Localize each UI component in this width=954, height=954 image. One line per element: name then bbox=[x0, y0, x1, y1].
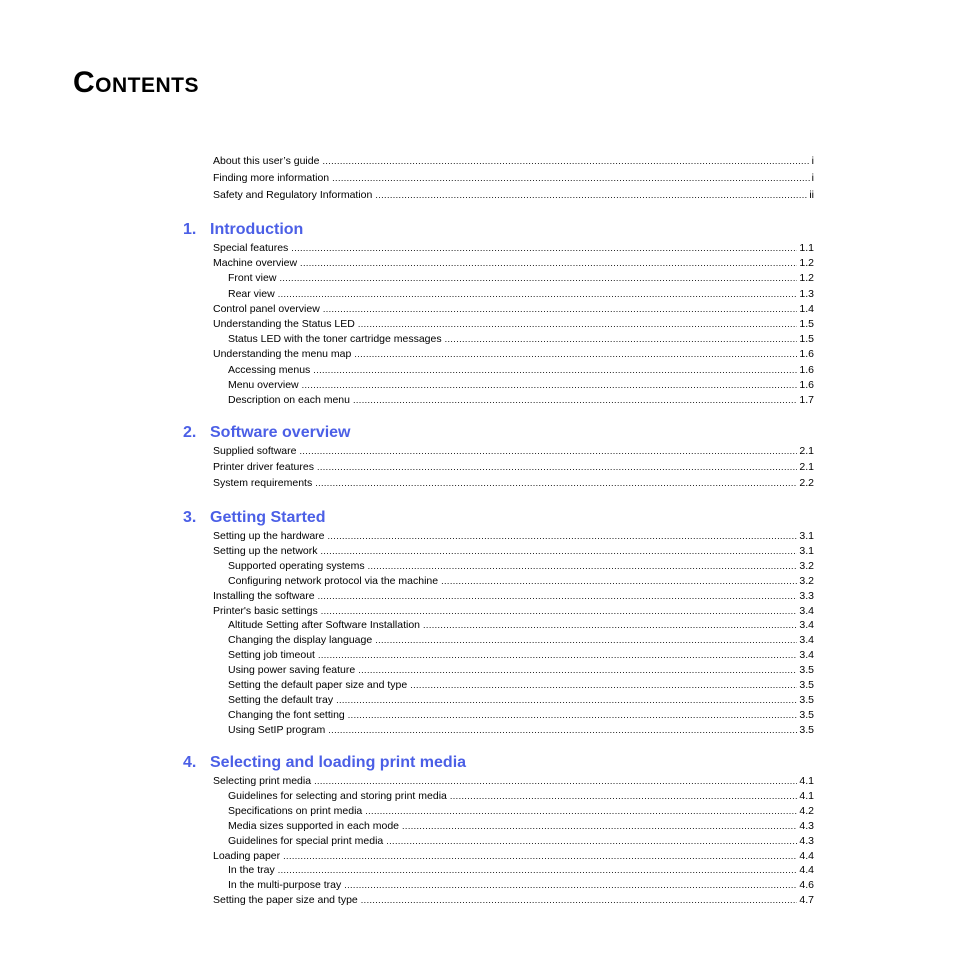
dot-leader bbox=[386, 835, 797, 848]
toc-entry-label: Status LED with the toner cartridge messages bbox=[228, 333, 442, 346]
toc-entry-label: Guidelines for selecting and storing print media bbox=[228, 789, 447, 802]
toc-entry-label: Installing the software bbox=[213, 589, 315, 602]
toc-entry-label: Specifications on print media bbox=[228, 804, 363, 817]
toc-entry-label: Printer driver features bbox=[213, 461, 314, 473]
dot-leader bbox=[348, 709, 798, 722]
toc-entry-label: Menu overview bbox=[228, 378, 299, 391]
toc-entry-label: System requirements bbox=[213, 477, 313, 489]
toc-entry[interactable] bbox=[228, 272, 814, 285]
chapter-title: Selecting and loading print media bbox=[210, 754, 467, 771]
toc-entry-page-number: 3.5 bbox=[799, 664, 814, 677]
dot-leader bbox=[299, 445, 797, 458]
toc-entry-label: Setting job timeout bbox=[228, 649, 315, 662]
toc-entry-page-number: 1.7 bbox=[799, 394, 814, 406]
toc-entry-label: Special features bbox=[213, 242, 289, 254]
toc-entry-page-number: 3.4 bbox=[799, 634, 814, 647]
toc-entry-label: In the multi-purpose tray bbox=[228, 879, 342, 892]
toc-entry-page-number: 3.5 bbox=[799, 708, 814, 721]
toc-entry[interactable] bbox=[228, 364, 814, 377]
chapter-heading[interactable] bbox=[183, 509, 326, 527]
dot-leader bbox=[314, 775, 797, 788]
toc-entry[interactable] bbox=[228, 835, 814, 848]
dot-leader bbox=[353, 394, 797, 407]
dot-leader bbox=[313, 364, 797, 377]
dot-leader bbox=[317, 461, 797, 474]
toc-entry-label: Selecting print media bbox=[213, 775, 312, 787]
toc-entry[interactable] bbox=[228, 288, 814, 301]
toc-entry-label: Media sizes supported in each mode bbox=[228, 819, 400, 832]
toc-entry-label: About this user’s guide bbox=[213, 155, 320, 167]
toc-entry-page-number: 3.5 bbox=[799, 679, 814, 691]
dot-leader bbox=[278, 288, 798, 301]
dot-leader bbox=[365, 805, 797, 818]
toc-entry-page-number: 4.4 bbox=[799, 864, 814, 877]
toc-entry-label: Control panel overview bbox=[213, 302, 320, 315]
toc-entry-label: Setting the default paper size and type bbox=[228, 679, 408, 691]
chapter-number: 1. bbox=[183, 221, 197, 238]
toc-entry-label: Supported operating systems bbox=[228, 559, 365, 572]
toc-entry-page-number: 4.6 bbox=[799, 879, 814, 892]
toc-entry[interactable] bbox=[213, 545, 814, 558]
dot-leader bbox=[318, 590, 798, 603]
toc-entry-page-number: 3.1 bbox=[799, 530, 814, 542]
dot-leader bbox=[441, 575, 797, 588]
chapter-title: Software overview bbox=[210, 424, 351, 441]
toc-entry-page-number: 3.3 bbox=[799, 589, 814, 602]
toc-entry-page-number: 2.1 bbox=[799, 461, 814, 473]
toc-entry-page-number: i bbox=[811, 172, 814, 184]
toc-entry[interactable] bbox=[228, 664, 814, 677]
toc-entry-page-number: 3.5 bbox=[799, 723, 814, 736]
toc-entry[interactable] bbox=[228, 724, 814, 737]
toc-entry-page-number: 1.1 bbox=[799, 242, 814, 254]
toc-entry[interactable] bbox=[213, 155, 814, 168]
toc-entry-page-number: 3.5 bbox=[799, 693, 814, 706]
toc-entry[interactable] bbox=[213, 172, 814, 185]
toc-entry[interactable] bbox=[213, 530, 814, 543]
toc-entry[interactable] bbox=[213, 257, 814, 270]
toc-entry-page-number: 3.4 bbox=[799, 619, 814, 632]
toc-entry[interactable] bbox=[228, 560, 814, 573]
page-title: Contents bbox=[73, 66, 199, 99]
toc-entry-label: Rear view bbox=[228, 287, 275, 300]
dot-leader bbox=[358, 318, 798, 331]
toc-entry[interactable] bbox=[213, 348, 814, 361]
toc-entry[interactable] bbox=[213, 445, 814, 458]
dot-leader bbox=[278, 864, 798, 877]
toc-entry[interactable] bbox=[228, 379, 814, 392]
toc-entry-label: Loading paper bbox=[213, 849, 281, 862]
toc-entry[interactable] bbox=[228, 575, 814, 588]
dot-leader bbox=[450, 790, 798, 803]
toc-entry-page-number: 1.6 bbox=[799, 348, 814, 361]
toc-entry-page-number: 2.1 bbox=[799, 445, 814, 457]
toc-entry-label: Description on each menu bbox=[228, 394, 350, 406]
dot-leader bbox=[358, 664, 797, 677]
toc-entry-page-number: 1.5 bbox=[799, 333, 814, 346]
dot-leader bbox=[332, 172, 810, 185]
dot-leader bbox=[321, 605, 798, 618]
toc-entry-page-number: ii bbox=[809, 189, 814, 201]
toc-entry-label: Setting the default tray bbox=[228, 693, 334, 706]
dot-leader bbox=[423, 619, 797, 632]
chapter-number: 2. bbox=[183, 424, 197, 441]
chapter-number: 4. bbox=[183, 754, 197, 771]
dot-leader bbox=[336, 694, 797, 707]
toc-entry[interactable] bbox=[228, 649, 814, 662]
toc-entry-label: Using power saving feature bbox=[228, 664, 356, 677]
dot-leader bbox=[368, 560, 798, 573]
toc-entry-page-number: 4.4 bbox=[799, 849, 814, 862]
dot-leader bbox=[320, 545, 797, 558]
toc-entry-label: Setting the paper size and type bbox=[213, 894, 358, 907]
toc-entry-page-number: 4.2 bbox=[799, 804, 814, 817]
dot-leader bbox=[302, 379, 798, 392]
toc-entry[interactable] bbox=[228, 333, 814, 346]
dot-leader bbox=[323, 303, 798, 316]
toc-entry-label: Supplied software bbox=[213, 445, 297, 457]
toc-entry[interactable] bbox=[213, 318, 814, 331]
toc-entry-label: Safety and Regulatory Information bbox=[213, 189, 373, 201]
toc-entry[interactable] bbox=[228, 790, 814, 803]
toc-entry-page-number: 1.3 bbox=[799, 287, 814, 300]
toc-entry-label: Changing the display language bbox=[228, 634, 373, 647]
toc-entry-page-number: 3.4 bbox=[799, 649, 814, 662]
dot-leader bbox=[375, 634, 797, 647]
toc-entry-label: Setting up the hardware bbox=[213, 530, 325, 542]
toc-entry[interactable] bbox=[228, 634, 814, 647]
toc-entry-label: Guidelines for special print media bbox=[228, 834, 384, 847]
chapter-heading[interactable] bbox=[183, 221, 303, 239]
toc-entry[interactable] bbox=[228, 820, 814, 833]
toc-entry-page-number: 3.1 bbox=[799, 544, 814, 557]
toc-entry-page-number: i bbox=[811, 155, 814, 167]
toc-entry-label: Accessing menus bbox=[228, 363, 311, 376]
toc-entry[interactable] bbox=[213, 850, 814, 863]
toc-entry-page-number: 3.2 bbox=[799, 574, 814, 587]
toc-entry-label: In the tray bbox=[228, 864, 275, 877]
toc-entry-page-number: 4.1 bbox=[799, 789, 814, 802]
dot-leader bbox=[283, 850, 797, 863]
toc-entry-page-number: 2.2 bbox=[799, 477, 814, 489]
toc-entry[interactable] bbox=[228, 864, 814, 877]
toc-entry-page-number: 4.1 bbox=[799, 775, 814, 787]
dot-leader bbox=[279, 272, 797, 285]
toc-entry[interactable] bbox=[213, 894, 814, 907]
toc-entry-label: Setting up the network bbox=[213, 544, 318, 557]
toc-entry-page-number: 1.2 bbox=[799, 272, 814, 285]
toc-entry-label: Configuring network protocol via the machine bbox=[228, 574, 439, 587]
dot-leader bbox=[315, 477, 797, 490]
toc-entry[interactable] bbox=[213, 461, 814, 474]
toc-entry-page-number: 4.3 bbox=[799, 834, 814, 847]
toc-entry[interactable] bbox=[228, 694, 814, 707]
toc-entry[interactable] bbox=[228, 394, 814, 407]
dot-leader bbox=[328, 724, 797, 737]
toc-entry[interactable] bbox=[228, 619, 814, 632]
toc-entry-label: Understanding the Status LED bbox=[213, 318, 355, 330]
toc-entry[interactable] bbox=[213, 189, 814, 202]
dot-leader bbox=[318, 649, 797, 662]
dot-leader bbox=[322, 155, 809, 168]
toc-entry-page-number: 4.7 bbox=[799, 894, 814, 907]
toc-entry[interactable] bbox=[213, 605, 814, 618]
toc-entry[interactable] bbox=[213, 775, 814, 788]
toc-entry-page-number: 4.3 bbox=[799, 819, 814, 832]
toc-entry-label: Finding more information bbox=[213, 172, 330, 184]
toc-entry-label: Front view bbox=[228, 272, 277, 285]
toc-entry-label: Machine overview bbox=[213, 257, 298, 270]
toc-entry-page-number: 1.5 bbox=[799, 318, 814, 330]
toc-entry-label: Printer's basic settings bbox=[213, 604, 318, 617]
toc-entry[interactable] bbox=[213, 303, 814, 316]
toc-entry[interactable] bbox=[213, 242, 814, 255]
chapter-title: Introduction bbox=[210, 221, 304, 238]
dot-leader bbox=[375, 189, 807, 202]
toc-entry-label: Understanding the menu map bbox=[213, 348, 352, 361]
toc-entry-page-number: 3.4 bbox=[799, 604, 814, 617]
dot-leader bbox=[344, 879, 797, 892]
toc-entry[interactable] bbox=[213, 590, 814, 603]
toc-entry-page-number: 1.4 bbox=[799, 302, 814, 315]
dot-leader bbox=[402, 820, 797, 833]
dot-leader bbox=[410, 679, 797, 692]
toc-entry-label: Changing the font setting bbox=[228, 708, 345, 721]
toc-entry[interactable] bbox=[228, 709, 814, 722]
dot-leader bbox=[445, 333, 798, 346]
toc-entry-page-number: 1.6 bbox=[799, 378, 814, 391]
chapter-heading[interactable] bbox=[183, 424, 351, 442]
chapter-number: 3. bbox=[183, 509, 197, 526]
toc-entry-page-number: 1.6 bbox=[799, 363, 814, 376]
chapter-heading[interactable] bbox=[183, 754, 466, 772]
toc-entry-page-number: 1.2 bbox=[799, 257, 814, 270]
toc-entry-page-number: 3.2 bbox=[799, 559, 814, 572]
dot-leader bbox=[354, 348, 797, 361]
toc-entry[interactable] bbox=[228, 679, 814, 692]
toc-entry-label: Altitude Setting after Software Installation bbox=[228, 619, 421, 632]
dot-leader bbox=[291, 242, 797, 255]
dot-leader bbox=[300, 257, 797, 270]
chapter-title: Getting Started bbox=[210, 509, 326, 526]
dot-leader bbox=[361, 894, 798, 907]
toc-entry[interactable] bbox=[228, 879, 814, 892]
toc-entry[interactable] bbox=[213, 477, 814, 490]
toc-entry-label: Using SetIP program bbox=[228, 723, 326, 736]
toc-entry[interactable] bbox=[228, 805, 814, 818]
dot-leader bbox=[328, 530, 798, 543]
